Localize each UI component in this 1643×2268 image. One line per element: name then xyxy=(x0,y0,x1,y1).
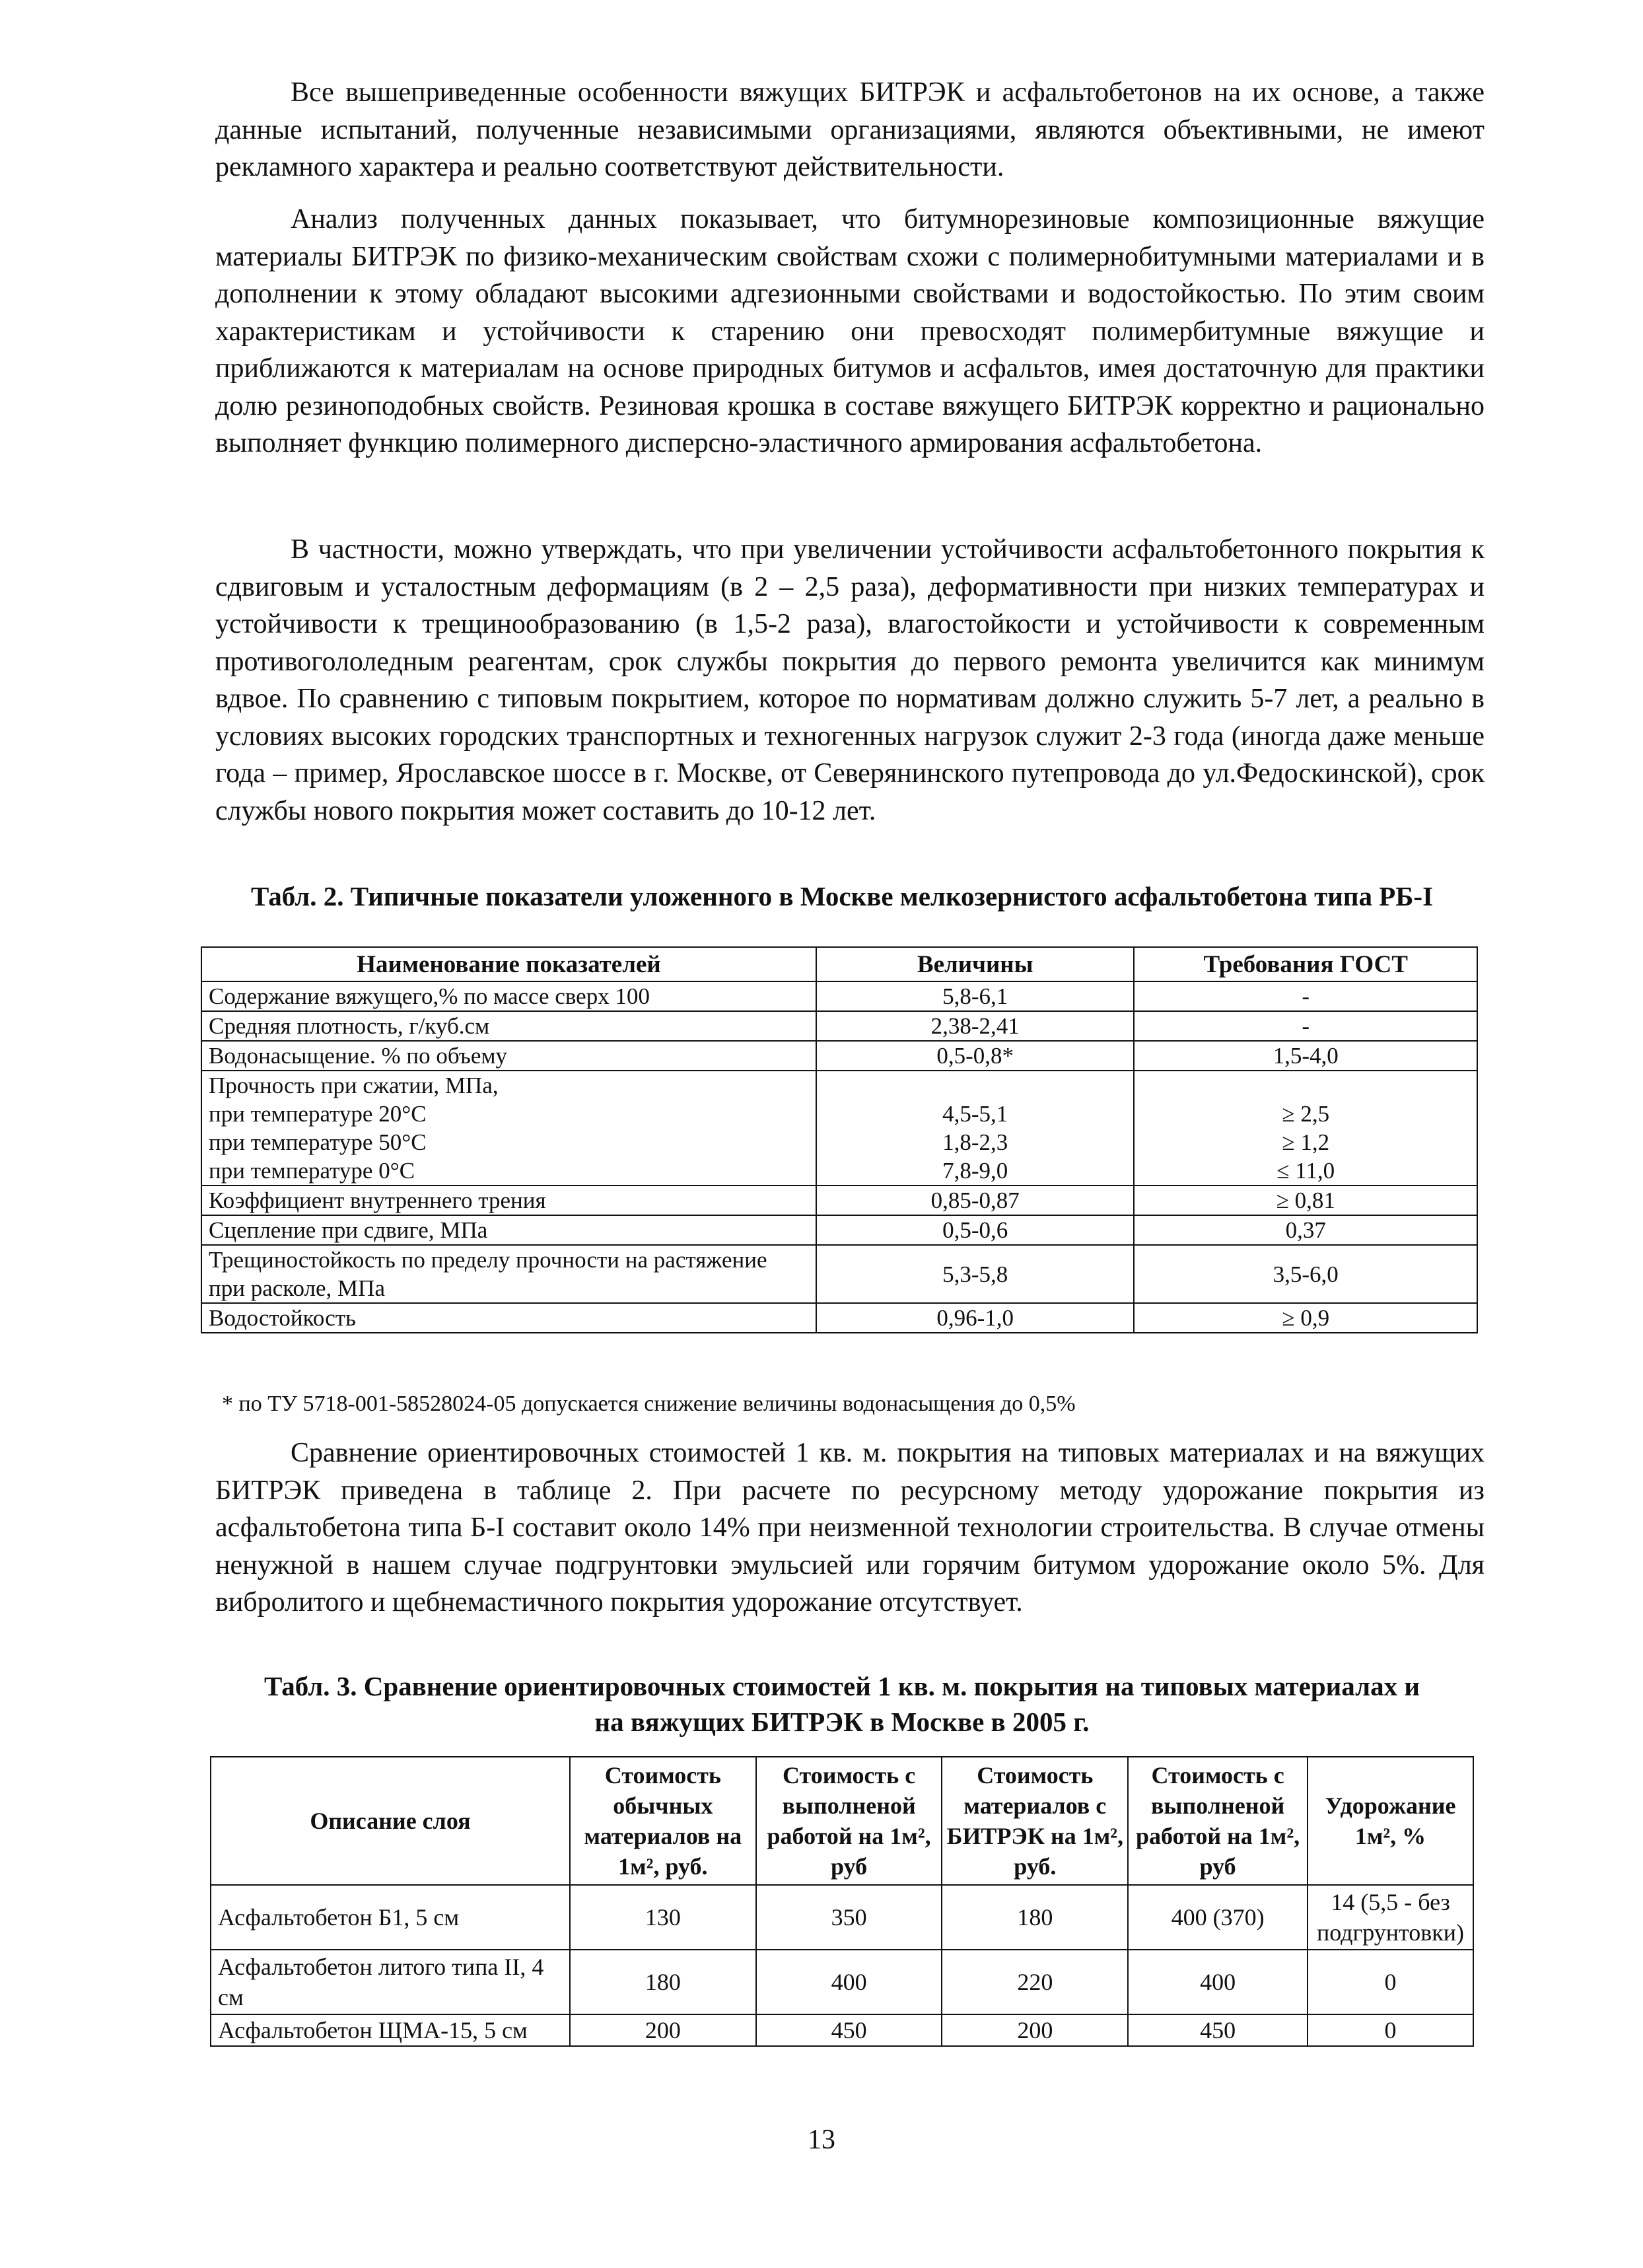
table-row xyxy=(201,1071,1477,1186)
table2-cell-req: 3,5-6,0 xyxy=(1134,1245,1477,1303)
table-row xyxy=(211,2014,1473,2046)
paragraph-4: Сравнение ориентировочных стоимостей 1 кв. м. покрытия на типовых материалах и на вяжущих БИТРЭК приведена в таблице 2. При расчете по ресурсному методу удорожание покрытия из асфальтобетона типа Б-I составит около 14% при неизменной технологии строительства. В случае отмены ненужной в нашем случае подгрунтовки эмульсией или горячим битумом удорожание около 5%. Для вибролитого и щебнемастичного покрытия удорожание отсутствует. xyxy=(215,1438,1485,1617)
table2-cell-name: Средняя плотность, г/куб.см xyxy=(201,1011,816,1041)
table3-cell: 0 xyxy=(1308,2014,1473,2046)
table2-cell-value-group xyxy=(816,1071,1135,1186)
table2-header: Наименование показателей xyxy=(201,947,816,981)
table2 xyxy=(201,946,1478,1333)
table3-cell-layer: Асфальтобетон литого типа II, 4 см xyxy=(211,1950,570,2014)
table2-cell-name: при температуре 0°С xyxy=(209,1158,415,1184)
table2-cell-value: 5,8-6,1 xyxy=(816,981,1135,1011)
table2-cell-value: 0,96-1,0 xyxy=(816,1303,1135,1333)
table3-header: Описание слоя xyxy=(211,1757,570,1885)
table3 xyxy=(210,1756,1474,2047)
table2-cell-name: при температуре 50°С xyxy=(209,1129,427,1155)
table2-cell-req: ≤ 11,0 xyxy=(1276,1158,1335,1184)
table3-header: Удорожание 1м², % xyxy=(1308,1757,1473,1885)
table2-cell-name: Содержание вяжущего,% по массе сверх 100 xyxy=(201,981,816,1011)
table2-cell-name: Водонасыщение. % по объему xyxy=(201,1041,816,1071)
table2-cell-value: 2,38-2,41 xyxy=(816,1011,1135,1041)
table-row xyxy=(201,981,1477,1011)
table3-cell: 180 xyxy=(570,1950,756,2014)
table2-footnote: * по ТУ 5718-001-58528024-05 допускается снижение величины водонасыщения до 0,5% xyxy=(222,1392,1076,1416)
table3-cell-layer: Асфальтобетон Б1, 5 см xyxy=(211,1885,570,1950)
table3-header: Стоимость обычных материалов на 1м², руб. xyxy=(570,1757,756,1885)
table2-cell-req: ≥ 1,2 xyxy=(1282,1129,1330,1155)
table3-cell: 0 xyxy=(1308,1950,1473,2014)
table3-cell: 450 xyxy=(756,2014,942,2046)
table-row xyxy=(201,1186,1477,1215)
table2-cell-req: - xyxy=(1134,1011,1477,1041)
table3-cell: 400 xyxy=(756,1950,942,2014)
table3-cell: 350 xyxy=(756,1885,942,1950)
table-row xyxy=(201,1041,1477,1071)
table2-cell-name: Коэффициент внутреннего трения xyxy=(201,1186,816,1215)
table2-cell-name: при температуре 20°С xyxy=(209,1101,427,1127)
table2-cell-value: 1,8-2,3 xyxy=(942,1129,1008,1155)
table2-cell-req: ≥ 0,9 xyxy=(1134,1303,1477,1333)
table3-cell: 400 xyxy=(1128,1950,1308,2014)
table2-cell-req: 0,37 xyxy=(1134,1215,1477,1245)
table2-cell-value xyxy=(823,1071,1127,1100)
table3-cell-layer: Асфальтобетон ЩМА-15, 5 см xyxy=(211,2014,570,2046)
table3-cell: 450 xyxy=(1128,2014,1308,2046)
table2-cell-name: Водостойкость xyxy=(201,1303,816,1333)
table-row xyxy=(201,1303,1477,1333)
table3-cell: 200 xyxy=(570,2014,756,2046)
table2-cell-value: 0,5-0,8* xyxy=(816,1041,1135,1071)
table3-cell: 400 (370) xyxy=(1128,1885,1308,1950)
table2-cell-value: 5,3-5,8 xyxy=(816,1245,1135,1303)
table3-cell: 200 xyxy=(942,2014,1128,2046)
paragraph-2: Анализ полученных данных показывает, что битумнорезиновые композиционные вяжущие материалы БИТРЭК по физико-механическим свойствам схожи с полимернобитумными материалами и в дополнении к этому обладают высокими адгезионными свойствами и водостойкостью. По этим своим характеристикам и устойчивости к старению они превосходят полимербитумные вяжущие и приближаются к материалам на основе природных битумов и асфальтов, имея достаточную для практики долю резиноподобных свойств. Резиновая крошка в составе вяжущего БИТРЭК корректно и рационально выполняет функцию полимерного дисперсно-эластичного армирования асфальтобетона. xyxy=(215,204,1485,458)
paragraph-3: В частности, можно утверждать, что при увеличении устойчивости асфальтобетонного покрытия к сдвиговым и усталостным деформациям (в 2 – 2,5 раза), деформативности при низких температурах и устойчивости к трещинообразованию (в 1,5-2 раза), влагостойкости и устойчивости к современным противогололедным реагентам, срок службы покрытия до первого ремонта увеличится как минимум вдвое. По сравнению с типовым покрытием, которое по нормативам должно служить 5-7 лет, а реально в условиях высоких городских транспортных и техногенных нагрузок служит 2-3 года (иногда даже меньше года – пример, Ярославское шоссе в г. Москве, от Северянинского путепровода до ул.Федоскинской), срок службы нового покрытия может составить до 10-12 лет. xyxy=(215,534,1485,826)
table2-cell-req: ≥ 2,5 xyxy=(1282,1101,1330,1127)
table-row xyxy=(201,1215,1477,1245)
table2-cell-req: ≥ 0,81 xyxy=(1134,1186,1477,1215)
table2-cell-req xyxy=(1141,1071,1470,1100)
table2-cell-name: Прочность при сжатии, МПа, xyxy=(209,1073,499,1098)
table-row xyxy=(211,1950,1473,2014)
table3-cell: 14 (5,5 - без подгрунтовки) xyxy=(1308,1885,1473,1950)
table3-cell: 220 xyxy=(942,1950,1128,2014)
table2-cell-req-group xyxy=(1134,1071,1477,1186)
table2-header: Величины xyxy=(816,947,1135,981)
table3-cell: 180 xyxy=(942,1885,1128,1950)
table3-header: Стоимость с выполненой работой на 1м², руб xyxy=(756,1757,942,1885)
table3-header: Стоимость материалов с БИТРЭК на 1м², руб. xyxy=(942,1757,1128,1885)
table3-caption-line1: Табл. 3. Сравнение ориентировочных стоимостей 1 кв. м. покрытия на типовых материалах и xyxy=(263,1671,1420,1701)
page-number: 13 xyxy=(808,2125,835,2155)
table2-header-row xyxy=(201,947,1477,981)
table3-caption-line2: на вяжущих БИТРЭК в Москве в 2005 г. xyxy=(594,1707,1090,1737)
table2-header: Требования ГОСТ xyxy=(1134,947,1477,981)
table2-cell-name: Сцепление при сдвиге, МПа xyxy=(201,1215,816,1245)
paragraph-1: Все вышеприведенные особенности вяжущих БИТРЭК и асфальтобетонов на их основе, а также данные испытаний, полученные независимыми организациями, являются объективными, не имеют рекламного характера и реально соответствуют действительности. xyxy=(215,77,1485,182)
table2-cell-value: 0,5-0,6 xyxy=(816,1215,1135,1245)
table-row xyxy=(211,1885,1473,1950)
table-row xyxy=(201,1245,1477,1303)
table2-cell-value: 4,5-5,1 xyxy=(942,1101,1008,1127)
table2-cell-name-group xyxy=(201,1071,816,1186)
table2-cell-value: 7,8-9,0 xyxy=(942,1158,1008,1184)
table3-header-row xyxy=(211,1757,1473,1885)
table2-cell-value: 0,85-0,87 xyxy=(816,1186,1135,1215)
table3-header: Стоимость с выполненой работой на 1м², руб xyxy=(1128,1757,1308,1885)
table3-cell: 130 xyxy=(570,1885,756,1950)
table2-caption: Табл. 2. Типичные показатели уложенного в Москве мелкозернистого асфальтобетона типа РБ-I xyxy=(250,881,1434,911)
table-row xyxy=(201,1011,1477,1041)
table2-cell-name: Трещиностойкость по пределу прочности на растяжение при расколе, МПа xyxy=(201,1245,816,1303)
table2-cell-req: 1,5-4,0 xyxy=(1134,1041,1477,1071)
table2-cell-req: - xyxy=(1134,981,1477,1011)
